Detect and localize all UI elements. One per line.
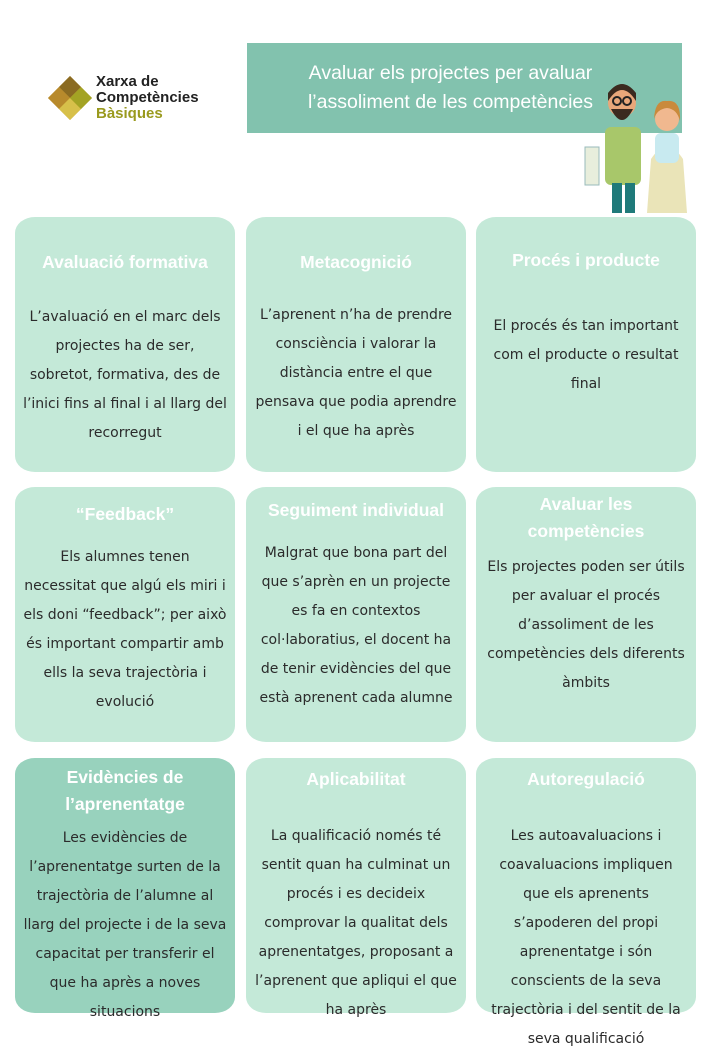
card-body: La qualificació només té sentit quan ha culminat un procés i es decideix comprovar la qualitat dels aprenentatges, proposant a l’aprenent que apliqui el que ha après <box>255 828 457 1018</box>
card-body: El procés és tan important com el producte o resultat final <box>493 318 679 392</box>
page-title: Avaluar els projectes per avaluar l’assoliment de les competències <box>307 62 594 113</box>
card-body: Malgrat que bona part del que s’aprèn en un projecte es fa en contextos col·laboratius, el docent ha de tenir evidències del que està aprenent cada alumne <box>259 545 453 706</box>
card-title: “Feedback” <box>75 504 175 524</box>
card-proces-i-producte <box>476 217 696 472</box>
people-illustration-icon <box>575 75 700 215</box>
card-title: Metacognició <box>300 252 412 272</box>
card-body: Els alumnes tenen necessitat que algú els miri i els doni “feedback”; per això és important compartir amb ells la seva trajectòria i evolució <box>23 549 227 710</box>
card-title: Autoregulació <box>527 769 645 789</box>
card-title: Aplicabilitat <box>306 769 406 789</box>
card-body: L’avaluació en el marc dels projectes ha de ser, sobretot, formativa, des de l’inici fins al final i al llarg del recorregut <box>23 309 227 441</box>
card-avaluar-competencies <box>476 487 696 742</box>
logo <box>48 72 218 124</box>
card-title: Evidències de l’aprenentatge <box>65 767 185 814</box>
logo-text <box>96 74 199 122</box>
card-evidencies-aprenentatge <box>15 758 235 1020</box>
card-body: L’aprenent n’ha de prendre consciència i valorar la distància entre el que pensava que podia aprendre i el que ha après <box>255 307 457 439</box>
card-autoregulacio <box>476 758 696 1047</box>
card-body: Les evidències de l’aprenentatge surten de la trajectòria de l’alumne al llarg del projecte i de la seva capacitat per transferir el que ha après a noves situacions <box>23 830 227 1020</box>
card-title: Procés i producte <box>512 250 660 270</box>
card-metacognicio <box>246 217 466 472</box>
card-avaluacio-formativa <box>15 217 235 472</box>
logo-line-3: Bàsiques <box>96 105 163 122</box>
card-title: Avaluació formativa <box>42 252 208 272</box>
card-aplicabilitat <box>246 758 466 1018</box>
card-title: Avaluar les competències <box>527 494 645 541</box>
logo-diamond-icon <box>48 76 92 120</box>
card-seguiment-individual <box>246 487 466 742</box>
card-body: Els projectes poden ser útils per avaluar el procés d’assoliment de les competències dels diferents àmbits <box>487 559 685 691</box>
card-feedback <box>15 487 235 742</box>
logo-line-2: Competències <box>96 89 199 106</box>
card-title: Seguiment individual <box>268 500 444 520</box>
card-body: Les autoavaluacions i coavaluacions impliquen que els aprenents s’apoderen del propi aprenentatge i són conscients de la seva trajectòria i del sentit de la seva qualificació <box>491 828 681 1047</box>
logo-line-1: Xarxa de <box>96 73 159 90</box>
